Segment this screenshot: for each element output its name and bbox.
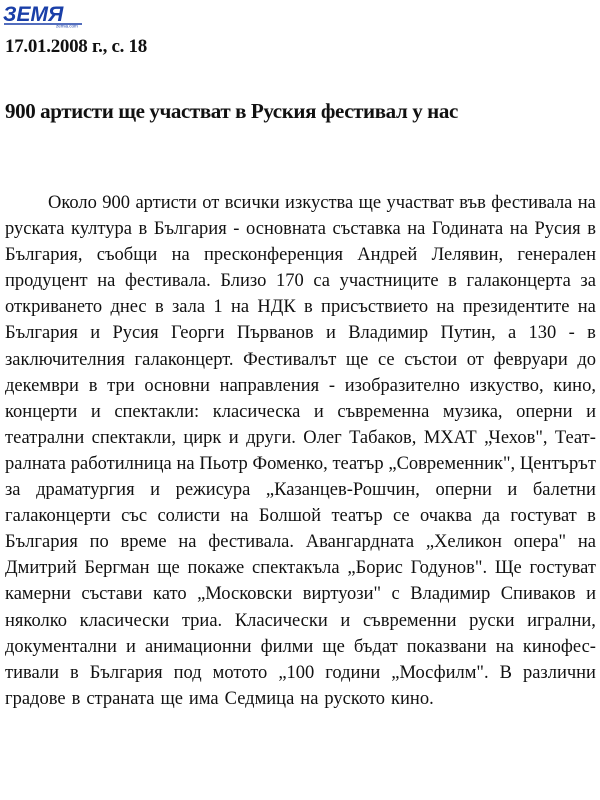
article-line: няколко класически триа. Класически и съвременни руски игрални, (5, 610, 596, 631)
article-line: Около 900 артисти от всички изкуства ще участват във фестивала на (48, 193, 596, 213)
zemia-logo-icon (2, 2, 84, 28)
article-line: декември в три основни направления - изобразително изкуство, кино, (5, 375, 596, 396)
article-line: градове в страната ще има Седмица на руското кино. (5, 688, 434, 709)
article-line: концерти и спектакли: класическа и съвременна музика, оперни и (5, 401, 596, 422)
article-body (5, 190, 596, 712)
article-line: откриването днес в зала 1 на НДК в присъствието на президентите на (5, 297, 596, 318)
date-page-line: 17.01.2008 г., с. 18 (5, 36, 147, 57)
article-line: България по време на фестивала. Авангардната „Хеликон опера" на (5, 532, 596, 553)
article-title: 900 артисти ще участват в Руския фестивал у нас (5, 99, 458, 123)
article-line: документални и анимационни филми ще бъдат показвани на кинофес- (5, 636, 596, 657)
article-line: камерни състави като „Московски виртуози" с Владимир Спиваков и (5, 584, 596, 605)
article-line: галаконцерти със солисти на Болшой театър се очаква да гостуват в (5, 506, 596, 527)
article-line: България, съобщи на пресконференция Андрей Лелявин, генерален (5, 245, 596, 266)
article-line: Дмитрий Бергман ще покаже спектакъла „Борис Годунов". Ще гостуват (5, 558, 596, 579)
article-line: тивали в България под мотото „100 години „Мосфилм". В различни (5, 662, 596, 683)
article-line: България и Русия Георги Първанов и Владимир Путин, а 130 - в (5, 323, 596, 344)
article-line: руската култура в България - основната съставка на Годината на Русия в (5, 219, 596, 240)
article-line: продуцент на фестивала. Близо 170 са участниците в галаконцерта за (5, 271, 596, 292)
logo-text: ЗЕМЯ (3, 3, 64, 26)
article-line: ралната работилница на Пьотр Фоменко, театър „Современник", Центърът (5, 453, 596, 474)
masthead-logo (2, 2, 84, 28)
article-line: театрални спектакли, цирк и други. Олег Табаков, МХАТ „Чехов", Теат- (5, 427, 596, 448)
logo-subtext: zemia.com (56, 23, 78, 28)
article-line: за драматургия и режисура „Казанцев-Рошчин, оперни и балетни (5, 480, 596, 501)
article-line: заключителния галаконцерт. Фестивалът ще се състои от февруари до (5, 349, 596, 370)
